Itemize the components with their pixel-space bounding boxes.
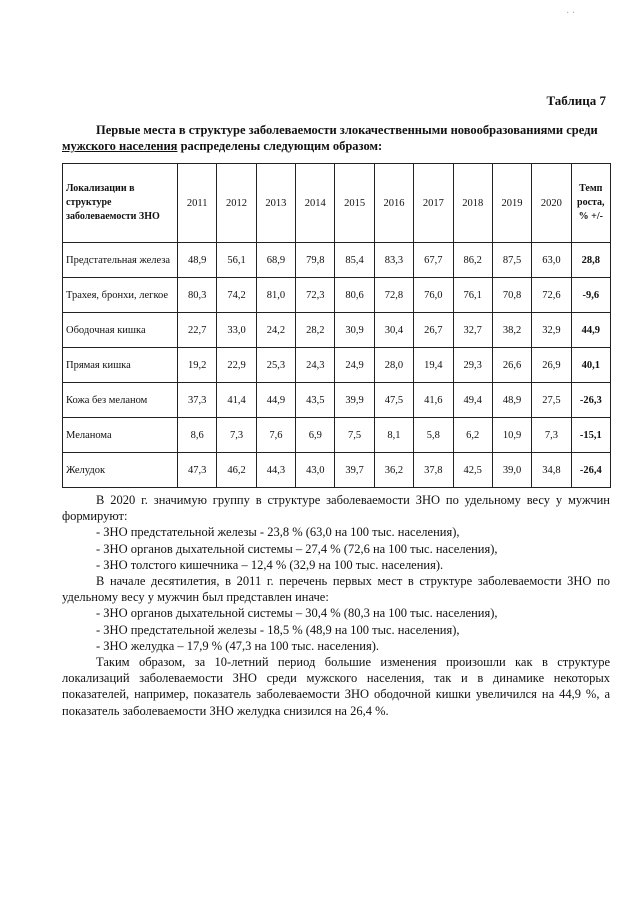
list-item: - ЗНО предстательной железы - 18,5 % (48,9 на 100 тыс. населения), bbox=[96, 622, 460, 637]
header-year: 2013 bbox=[256, 164, 295, 243]
cell-value: 80,3 bbox=[178, 278, 217, 313]
cell-value: 87,5 bbox=[492, 243, 531, 278]
row-localization: Меланома bbox=[63, 418, 178, 453]
list-item: - ЗНО органов дыхательной системы – 30,4 % (80,3 на 100 тыс. населения), bbox=[96, 606, 498, 621]
table-row bbox=[63, 313, 611, 348]
cell-value: 44,3 bbox=[256, 453, 295, 488]
cell-value: 37,3 bbox=[178, 383, 217, 418]
header-year: 2020 bbox=[532, 164, 571, 243]
table-row bbox=[63, 453, 611, 488]
cell-value: 7,3 bbox=[217, 418, 256, 453]
cell-value: 79,8 bbox=[296, 243, 335, 278]
cell-value: 6,9 bbox=[296, 418, 335, 453]
incidence-table bbox=[62, 163, 611, 488]
cell-value: 72,3 bbox=[296, 278, 335, 313]
row-localization: Желудок bbox=[63, 453, 178, 488]
cell-value: 32,7 bbox=[453, 313, 492, 348]
cell-value: 70,8 bbox=[492, 278, 531, 313]
row-localization: Прямая кишка bbox=[63, 348, 178, 383]
cell-value: 49,4 bbox=[453, 383, 492, 418]
cell-value: 83,3 bbox=[374, 243, 413, 278]
title-underlined: мужского населения bbox=[62, 139, 178, 153]
header-localization: Локализации в структуре заболеваемости ЗНО bbox=[63, 164, 178, 243]
cell-value: 42,5 bbox=[453, 453, 492, 488]
cell-value: 39,7 bbox=[335, 453, 374, 488]
cell-value: 67,7 bbox=[414, 243, 453, 278]
cell-value: 26,9 bbox=[532, 348, 571, 383]
cell-value: 68,9 bbox=[256, 243, 295, 278]
cell-value: 8,6 bbox=[178, 418, 217, 453]
header-year: 2017 bbox=[414, 164, 453, 243]
cell-value: 44,9 bbox=[256, 383, 295, 418]
cell-value: 26,7 bbox=[414, 313, 453, 348]
header-growth-rate: Темп роста, % +/- bbox=[571, 164, 610, 243]
cell-value: 28,0 bbox=[374, 348, 413, 383]
paragraph: В начале десятилетия, в 2011 г. перечень первых мест в структуре заболеваемости ЗНО по удельному весу у мужчин был представлен иначе: bbox=[62, 574, 610, 605]
table-row bbox=[63, 243, 611, 278]
cell-value: 24,3 bbox=[296, 348, 335, 383]
cell-growth-rate: 40,1 bbox=[571, 348, 610, 383]
table-title bbox=[62, 122, 610, 154]
table-row bbox=[63, 278, 611, 313]
cell-value: 22,7 bbox=[178, 313, 217, 348]
header-year: 2016 bbox=[374, 164, 413, 243]
cell-growth-rate: -26,3 bbox=[571, 383, 610, 418]
cell-value: 85,4 bbox=[335, 243, 374, 278]
title-part-1: Первые места в структуре заболеваемости злокачественными новообразованиями среди bbox=[96, 123, 598, 137]
cell-value: 7,6 bbox=[256, 418, 295, 453]
cell-value: 6,2 bbox=[453, 418, 492, 453]
table-row bbox=[63, 348, 611, 383]
cell-value: 86,2 bbox=[453, 243, 492, 278]
header-year: 2011 bbox=[178, 164, 217, 243]
cell-value: 24,2 bbox=[256, 313, 295, 348]
list-item: - ЗНО толстого кишечника – 12,4 % (32,9 на 100 тыс. населения). bbox=[96, 557, 444, 572]
body-text bbox=[62, 492, 610, 719]
row-localization: Кожа без меланом bbox=[63, 383, 178, 418]
cell-value: 10,9 bbox=[492, 418, 531, 453]
row-localization: Трахея, бронхи, легкое bbox=[63, 278, 178, 313]
cell-value: 48,9 bbox=[492, 383, 531, 418]
list-item: - ЗНО желудка – 17,9 % (47,3 на 100 тыс. населения). bbox=[96, 638, 380, 653]
row-localization: Ободочная кишка bbox=[63, 313, 178, 348]
cell-value: 43,5 bbox=[296, 383, 335, 418]
cell-value: 47,5 bbox=[374, 383, 413, 418]
row-localization: Предстательная железа bbox=[63, 243, 178, 278]
cell-value: 47,3 bbox=[178, 453, 217, 488]
table-row bbox=[63, 383, 611, 418]
cell-value: 72,8 bbox=[374, 278, 413, 313]
cell-value: 34,8 bbox=[532, 453, 571, 488]
cell-value: 29,3 bbox=[453, 348, 492, 383]
cell-value: 25,3 bbox=[256, 348, 295, 383]
table-row bbox=[63, 418, 611, 453]
cell-value: 39,9 bbox=[335, 383, 374, 418]
header-year: 2019 bbox=[492, 164, 531, 243]
cell-value: 32,9 bbox=[532, 313, 571, 348]
cell-value: 63,0 bbox=[532, 243, 571, 278]
cell-value: 56,1 bbox=[217, 243, 256, 278]
cell-value: 48,9 bbox=[178, 243, 217, 278]
cell-value: 76,1 bbox=[453, 278, 492, 313]
cell-value: 41,4 bbox=[217, 383, 256, 418]
header-year: 2015 bbox=[335, 164, 374, 243]
cell-value: 74,2 bbox=[217, 278, 256, 313]
table-number-label: Таблица 7 bbox=[546, 93, 606, 108]
cell-growth-rate: 28,8 bbox=[571, 243, 610, 278]
cell-value: 76,0 bbox=[414, 278, 453, 313]
cell-value: 19,2 bbox=[178, 348, 217, 383]
cell-growth-rate: 44,9 bbox=[571, 313, 610, 348]
cell-value: 38,2 bbox=[492, 313, 531, 348]
cell-value: 22,9 bbox=[217, 348, 256, 383]
paragraph: В 2020 г. значимую группу в структуре заболеваемости ЗНО по удельному весу у мужчин формируют: bbox=[62, 493, 610, 524]
scan-artifact: · · bbox=[566, 8, 576, 19]
cell-value: 33,0 bbox=[217, 313, 256, 348]
cell-value: 37,8 bbox=[414, 453, 453, 488]
cell-value: 5,8 bbox=[414, 418, 453, 453]
cell-growth-rate: -9,6 bbox=[571, 278, 610, 313]
cell-value: 19,4 bbox=[414, 348, 453, 383]
cell-value: 26,6 bbox=[492, 348, 531, 383]
cell-value: 7,5 bbox=[335, 418, 374, 453]
cell-value: 41,6 bbox=[414, 383, 453, 418]
cell-value: 28,2 bbox=[296, 313, 335, 348]
cell-value: 72,6 bbox=[532, 278, 571, 313]
cell-value: 8,1 bbox=[374, 418, 413, 453]
cell-value: 80,6 bbox=[335, 278, 374, 313]
cell-value: 43,0 bbox=[296, 453, 335, 488]
header-year: 2014 bbox=[296, 164, 335, 243]
cell-value: 36,2 bbox=[374, 453, 413, 488]
cell-growth-rate: -26,4 bbox=[571, 453, 610, 488]
cell-value: 30,9 bbox=[335, 313, 374, 348]
cell-value: 81,0 bbox=[256, 278, 295, 313]
title-part-2: распределены следующим образом: bbox=[177, 139, 383, 153]
cell-value: 24,9 bbox=[335, 348, 374, 383]
paragraph: Таким образом, за 10-летний период большие изменения произошли как в структуре локализаций заболеваемости ЗНО среди мужского населения, так и в динамике некоторых показателей, например, показатель заболеваемости ЗНО ободочной кишки увеличился на 44,9 %, а показатель заболеваемости ЗНО желудка снизился на 26,4 %. bbox=[62, 655, 610, 718]
header-year: 2012 bbox=[217, 164, 256, 243]
header-year: 2018 bbox=[453, 164, 492, 243]
cell-value: 7,3 bbox=[532, 418, 571, 453]
table-body bbox=[63, 243, 611, 488]
list-item: - ЗНО предстательной железы - 23,8 % (63,0 на 100 тыс. населения), bbox=[96, 525, 460, 540]
cell-value: 27,5 bbox=[532, 383, 571, 418]
cell-value: 39,0 bbox=[492, 453, 531, 488]
cell-value: 30,4 bbox=[374, 313, 413, 348]
cell-growth-rate: -15,1 bbox=[571, 418, 610, 453]
table-header-row bbox=[63, 164, 611, 243]
cell-value: 46,2 bbox=[217, 453, 256, 488]
list-item: - ЗНО органов дыхательной системы – 27,4 % (72,6 на 100 тыс. населения), bbox=[96, 541, 498, 556]
